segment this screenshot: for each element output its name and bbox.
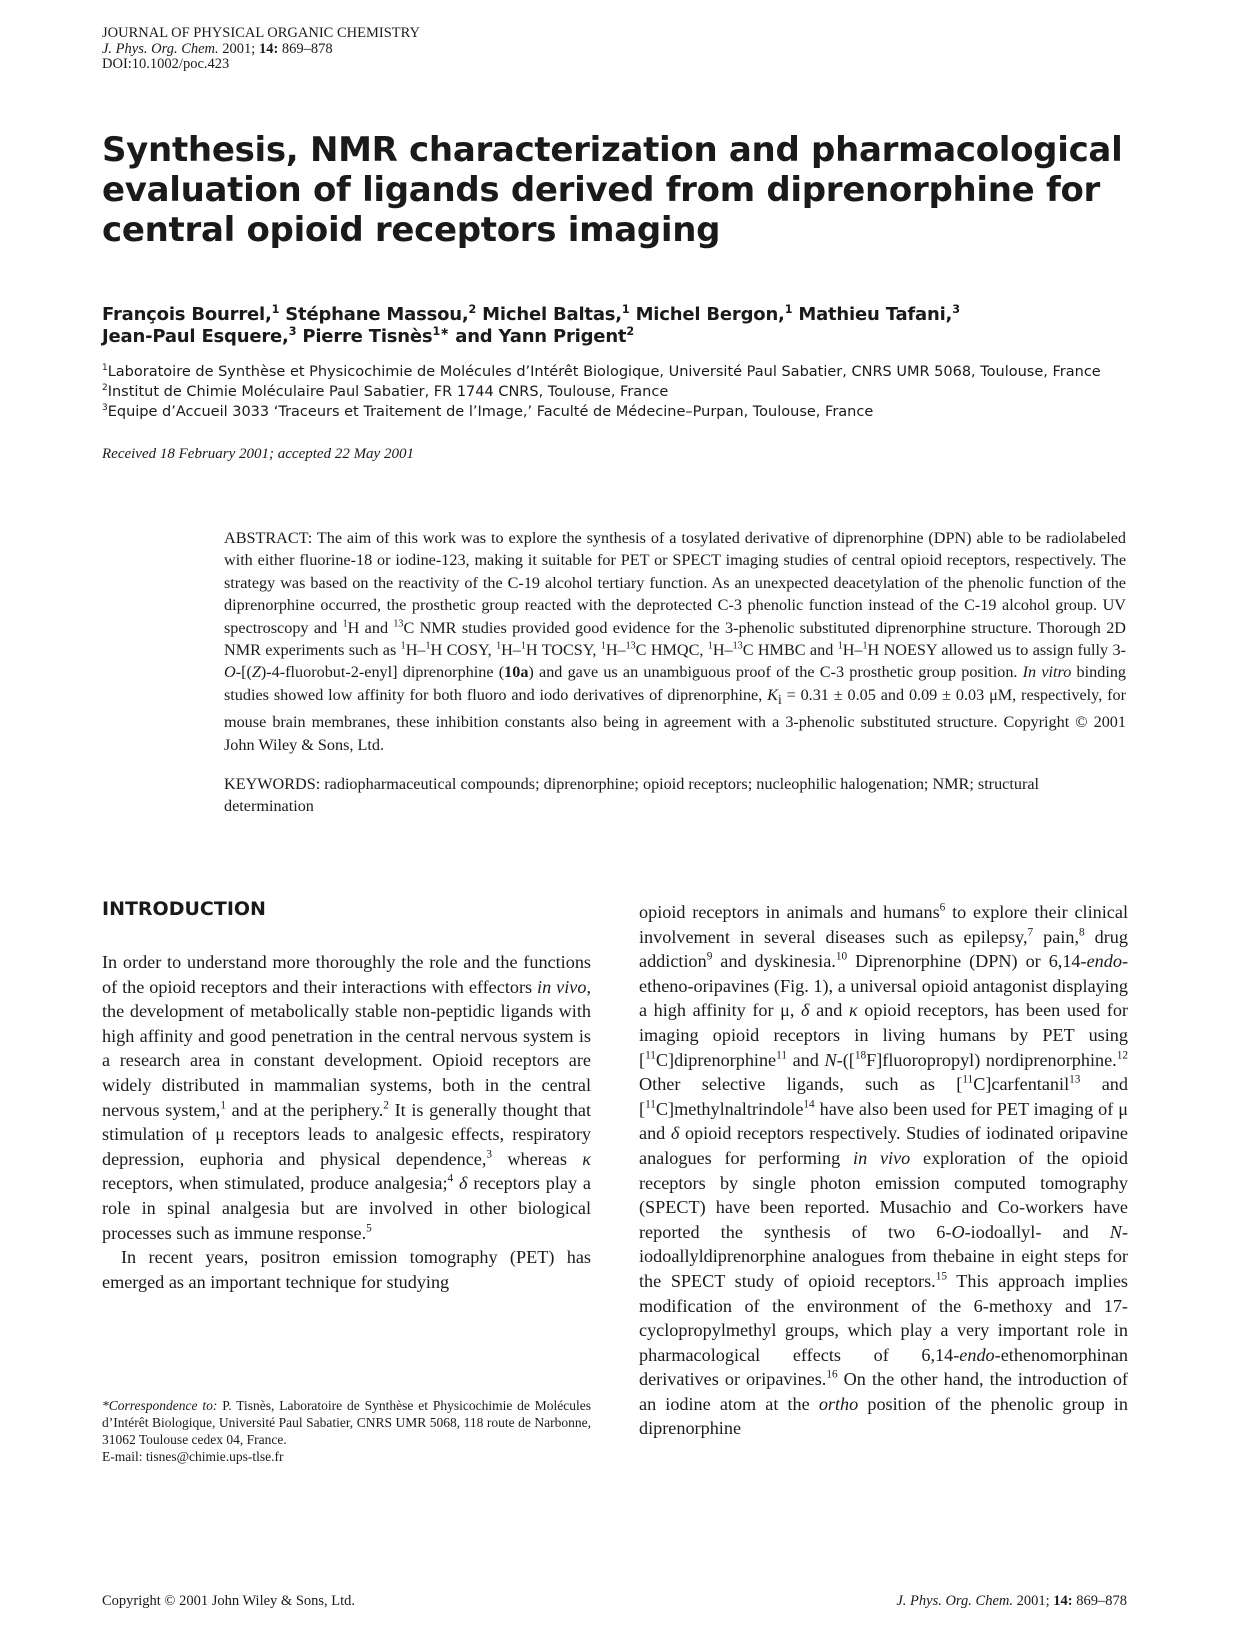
affiliation-3: $^3$Equipe d’Accueil 3033 ‘Traceurs et Traitement de l’Image,’ Faculté de Médecine–Purpan, Toulouse, France	[102, 403, 874, 420]
paper-title: Synthesis, NMR characterization and pharmacological evaluation of ligands derived from diprenorphine for central opioid receptors imaging	[102, 130, 1123, 250]
paragraph: In order to understand more thoroughly the role and the functions of the opioid receptors and their interactions with effectors in vivo, the development of metabolically stable non-peptidic ligands with high affinity and good penetration in the central nervous system is a research area in constant development. Opioid receptors are widely distributed in mammalian systems, both in the central nervous system,$^1$ and at the periphery.$^2$ It is generally thought that stimulation of μ receptors leads to analgesic effects, respiratory depression, euphoria and physical dependence,$^3$ whereas κ receptors, when stimulated, produce analgesia;$^4$ δ receptors play a role in spinal analgesia but are involved in other biological processes such as immune response.$^5$	[102, 952, 592, 1243]
author-list: François Bourrel,$^1$ Stéphane Massou,$^2$ Michel Baltas,$^1$ Michel Bergon,$^1$ Mathieu Tafani,$^3$ Jean-Paul Esquere,$^3$ Pierre Tisnès$^{1∗}$ and Yann Prigent$^2$	[102, 302, 960, 347]
journal-citation: J. Phys. Org. Chem. 2001; 14: 869–878	[102, 40, 333, 57]
paragraph: In recent years, positron emission tomography (PET) has emerged as an important technique for studying	[102, 1247, 591, 1292]
footer-citation: J. Phys. Org. Chem. 2001; 14: 869–878	[896, 1593, 1127, 1609]
body-column-left	[102, 950, 591, 1294]
received-date: Received 18 February 2001; accepted 22 May 2001	[102, 446, 414, 462]
affiliation-2: $^2$Institut de Chimie Moléculaire Paul Sabatier, FR 1744 CNRS, Toulouse, France	[102, 383, 669, 400]
footer-copyright: Copyright © 2001 John Wiley & Sons, Ltd.	[102, 1593, 356, 1609]
journal-header	[102, 26, 420, 73]
keywords: KEYWORDS: radiopharmaceutical compounds; diprenorphine; opioid receptors; nucleophilic halogenation; NMR; structural determination	[224, 775, 1040, 816]
journal-name: JOURNAL OF PHYSICAL ORGANIC CHEMISTRY	[102, 25, 420, 41]
paragraph: opioid receptors in animals and humans$^6$ to explore their clinical involvement in several diseases such as epilepsy,$^7$ pain,$^8$ drug addiction$^9$ and dyskinesia.$^{10}$ Diprenorphine (DPN) or 6,14-endo-etheno-oripavines (Fig. 1), a universal opioid antagonist displaying a high affinity for μ, δ and κ opioid receptors, has been used for imaging opioid receptors in living humans by PET using [$^{11}$C]diprenorphine$^{11}$ and N-([$^{18}$F]fluoropropyl) nordiprenorphine.$^{12}$ Other selective ligands, such as [$^{11}$C]carfentanil$^{13}$ and [$^{11}$C]methylnaltrindole$^{14}$ have also been used for PET imaging of μ and δ opioid receptors respectively. Studies of iodinated oripavine analogues for performing in vivo exploration of the opioid receptors by single photon emission computed tomography (SPECT) have been reported. Musachio and Co-workers have reported the synthesis of two 6-O-iodoallyl- and N-iodoallyldiprenorphine analogues from thebaine in eight steps for the SPECT study of opioid receptors.$^{15}$ This approach implies modification of the environment of the 6-methoxy and 17-cyclopropylmethyl groups, which play a very important role in pharmacological effects of 6,14-endo-ethenomorphinan derivatives or oripavines.$^{16}$ On the other hand, the introduction of an iodine atom at the ortho position of the phenolic group in diprenorphine	[639, 901, 1129, 1439]
abstract: ABSTRACT: The aim of this work was to explore the synthesis of a tosylated derivative of diprenorphine (DPN) able to be radiolabeled with either fluorine-18 or iodine-123, making it suitable for PET or SPECT imaging studies of central opioid receptors, respectively. The strategy was based on the reactivity of the C-19 alcohol tertiary function. As an unexpected deacetylation of the phenolic function of the diprenorphine occurred, the prosthetic group reacted with the deprotected C-3 phenolic function instead of the C-19 alcohol group. UV spectroscopy and $^1$H and $^{13}$C NMR studies provided good evidence for the 3-phenolic substituted diprenorphine structure. Thorough 2D NMR experiments such as $^1$H–$^1$H COSY, $^1$H–$^1$H TOCSY, $^1$H–$^{13}$C HMQC, $^1$H–$^{13}$C HMBC and $^1$H–$^1$H NOESY allowed us to assign fully 3-O-[(Z)-4-fluorobut-2-enyl] diprenorphine (10a) and gave us an unambiguous proof of the C-3 prosthetic group position. In vitro binding studies showed low affinity for both fluoro and iodo derivatives of diprenorphine, $K_i = 0.31 \pm 0.05$ and 0.09 ± 0.03 μM, respectively, for mouse brain membranes, these inhibition constants also being in agreement with a 3-phenolic substituted structure. Copyright © 2001 John Wiley & Sons, Ltd.	[224, 529, 1127, 754]
body-column-right	[639, 900, 1128, 1441]
journal-doi: DOI:10.1002/poc.423	[102, 56, 230, 72]
correspondence-email[interactable]: E-mail: tisnes@chimie.ups-tlse.fr	[102, 1449, 284, 1464]
section-heading-introduction: INTRODUCTION	[102, 898, 266, 920]
correspondence-footnote: *Correspondence to: P. Tisnès, Laboratoire de Synthèse et Physicochimie de Molécules d’Intérêt Biologique, Université Paul Sabatier, CNRS UMR 5068, 118 route de Narbonne, 31062 Toulouse cedex 04, France. E-mail: tisnes@chimie.ups-tlse.fr	[102, 1398, 592, 1464]
affiliation-1: $^1$Laboratoire de Synthèse et Physicochimie de Molécules d’Intérêt Biologique, Université Paul Sabatier, CNRS UMR 5068, Toulouse, France	[102, 363, 1101, 380]
affiliations	[102, 362, 1142, 422]
